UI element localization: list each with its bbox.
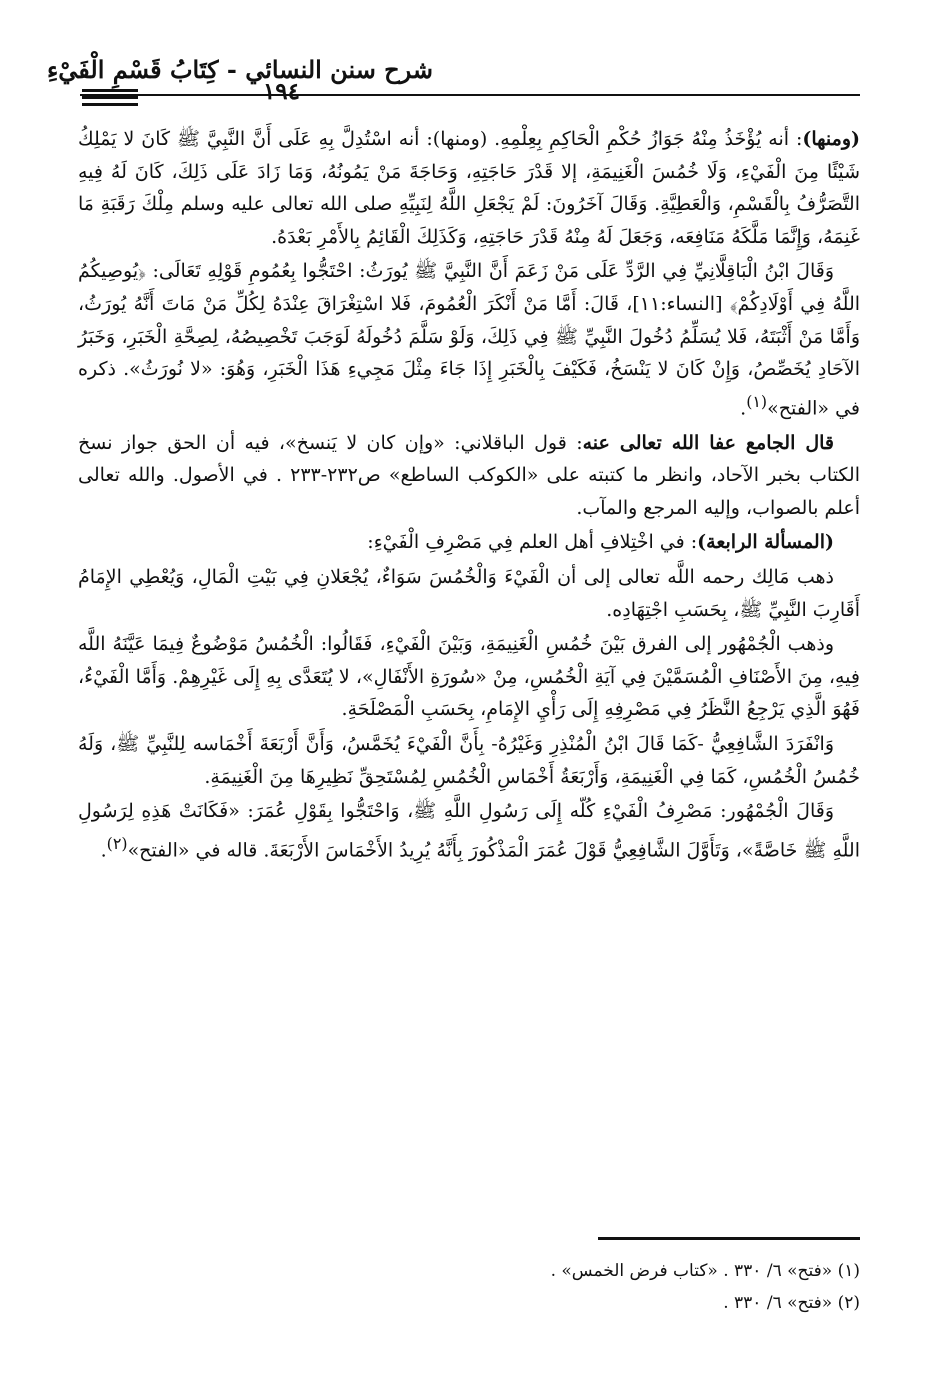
main-text — [78, 123, 860, 867]
paragraph: (ومنها): أنه يُؤْخَذُ مِنْهُ جَوَازُ حُكْمِ الْحَاكِمِ بِعِلْمِهِ. (ومنها): أنه اسْتُدِلَّ بِهِ عَلَى أَنَّ النَّبِيَّ ﷺ كَانَ لا يَمْلِكُ شَيْئًا مِنَ الْفَيْءِ، وَلَا خُمُسَ الْغَنِيمَةِ، إلا قَدْرَ حَاجَتِهِ، وَحَاجَةَ مَنْ يَمُونُهُ، وَمَا زَادَ عَلَى ذَلِكَ، كَانَ لَهُ فِيهِ التَّصَرُّفُ بِالْقَسْمِ، وَالْعَطِيَّةِ. وَقَالَ آخَرُونَ: لَمْ يَجْعَلِ اللَّهُ لِنَبِيِّهِ صلى الله تعالى عليه وسلم مِلْكَ رَقَبَةِ مَا غَنِمَهُ، وَإِنَّمَا مَلَّكَهُ مَنَافِعَه، وَجَعَلَ لَهُ مِنْهُ قَدْرَ حَاجَتِهِ، وَكَذَلِكَ الْقَائِمُ بِالأَمْرِ بَعْدَهُ. — [78, 128, 860, 248]
footnote: (٢) «فتح» ٦/ ٣٣٠ . — [723, 1293, 860, 1313]
section-heading: (المسألة الرابعة): في اخْتِلافِ أهل العلم فِي مَصْرِفِ الْفَيْءِ: — [367, 531, 834, 554]
header-ornament-line — [82, 96, 138, 99]
footnote-ref[interactable]: (٢) — [106, 833, 128, 853]
footnote-separator — [598, 1237, 860, 1240]
footnote: (١) «فتح» ٦/ ٣٣٠ . «كتاب فرض الخمس» . — [550, 1261, 860, 1281]
header-ornament-line — [82, 103, 138, 106]
running-header-title: شرح سنن النسائي - كِتَابُ قَسْمِ الْفَيْءِ — [46, 55, 433, 84]
paragraph: وذهب الْجُمْهُور إلى الفرق بَيْنَ خُمُسِ الْغَنِيمَةِ، وَبَيْنَ الْفَيْءِ، فَقَالُوا: الْخُمُسُ مَوْضُوعٌ فِيمَا عَيَّنَهُ اللَّه فِيهِ، مِنَ الأَصْنَافِ الْمُسَمَّيْنَ فِي آيَةِ الْخُمُسِ، مِنْ «سُورَةِ الأَنْفَالِ»، لا يُتَعَدَّى بِهِ إِلَى غَيْرِهِمْ. وَأَمَّا الْفَيْءُ، فَهُوَ الَّذِي يَرْجِعُ النَّظَرُ فِي مَصْرِفِهِ إِلَى رَأْيِ الإِمَامِ، بِحَسَبِ الْمَصْلَحَةِ. — [78, 633, 860, 721]
footnote-ref[interactable]: (١) — [746, 391, 768, 411]
paragraph: وَقَالَ ابْنُ الْبَاقِلَّانِيِّ فِي الرَّدِّ عَلَى مَنْ زَعَمَ أَنَّ النَّبِيَّ ﷺ يُورَثُ: احْتَجُّوا بِعُمُومِ قَوْلِهِ تَعَالَى: ﴿يُوصِيكُمُ اللَّهُ فِي أَوْلَادِكُمْ﴾ [النساء:١١]، قَالَ: أَمَّا مَنْ أَنْكَرَ الْعُمُومَ، فَلا اسْتِغْرَاقَ عِنْدَهُ لِكُلِّ مَنْ مَاتَ أَنَّهُ يُورَثُ، وَأَمَّا مَنْ أَثْبَتَهُ، فَلا يُسَلِّمُ دُخُولَ النَّبِيِّ ﷺ فِي ذَلِكَ، وَلَوْ سَلَّمَ دُخُولَهُ لَوَجَبَ تَخْصِيصُهُ، لِصِحَّةِ الْخَبَرِ، وَخَبَرُ الآحَادِ يُخَصِّصُ، وَإِنْ كَانَ لا يَنْسَخُ، فَكَيْفَ بِالْخَبَرِ إِذَا جَاءَ مِثْلَ مَجِيءِ هَذَا الْخَبَرِ، وَهُوَ: «لا نُورَثُ». ذكره في «الفتح»$^{(١)}$. — [78, 260, 861, 420]
paragraph: ذهب مَالِك رحمه اللَّه تعالى إلى أن الْفَيْءَ وَالْخُمُسَ سَوَاءٌ، يُجْعَلانِ فِي بَيْتِ الْمَالِ، وَيُعْطِي الإِمَامُ أَقَارِبَ النَّبِيِّ ﷺ، بِحَسَبِ اجْتِهَادِه. — [78, 566, 860, 621]
paragraph: وَانْفَرَدَ الشَّافِعِيُّ -كَمَا قَالَ ابْنُ الْمُنْذِرِ وَغَيْرُهُ- بِأَنَّ الْفَيْءَ يُخَمَّسُ، وَأَنَّ أَرْبَعَةَ أَخْمَاسه لِلنَّبِيِّ ﷺ، وَلَهُ خُمُسُ الْخُمُسِ، كَمَا فِي الْغَنِيمَةِ، وَأَرْبَعَةُ أَخْمَاسِ الْخُمُسِ لِمُسْتَحِقِّ نَظِيرِهَا مِنَ الْغَنِيمَةِ. — [78, 733, 860, 788]
header-rule — [80, 94, 860, 96]
page-number: ١٩٤ — [262, 78, 300, 105]
header-ornament-line — [82, 89, 138, 92]
paragraph: وَقَالَ الْجُمْهُور: مَصْرِفُ الْفَيْءِ كُلّه إِلَى رَسُولِ اللَّهِ ﷺ، وَاحْتَجُّوا بِقَوْلِ عُمَرَ: «فَكَانَتْ هَذِهِ لِرَسُولِ اللَّهِ ﷺ خَاصَّةً»، وَتَأَوَّلَ الشَّافِعِيُّ قَوْلَ عُمَرَ الْمَذْكُورَ بِأَنَّهُ يُرِيدُ الأَخْمَاسَ الأَرْبَعَةَ. قاله في «الفتح»$^{(٢)}$. — [78, 800, 860, 862]
paragraph: قال الجامع عفا الله تعالى عنه: قول الباقلاني: «وإن كان لا يَنسخ»، فيه أن الحق جواز نسخ الكتاب بخبر الآحاد، وانظر ما كتبته على «الكوكب الساطع» ص٢٣٢-٢٣٣ . في الأصول. والله تعالى أعلم بالصواب، وإليه المرجع والمآب. — [78, 431, 860, 519]
